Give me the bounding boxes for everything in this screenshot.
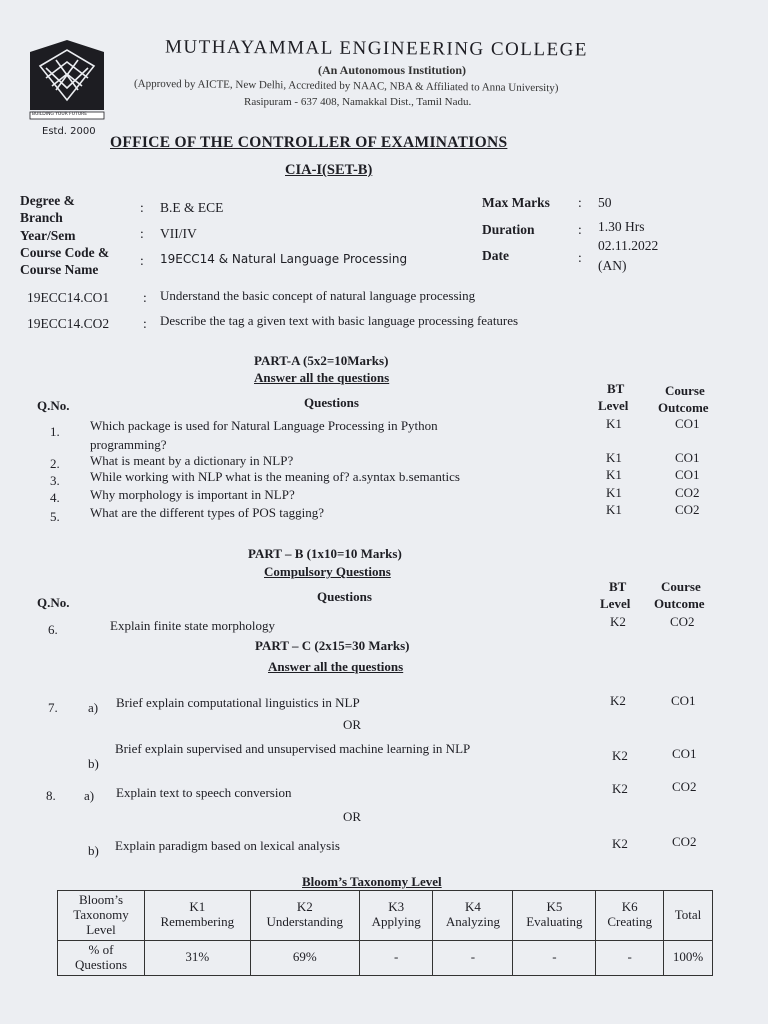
level-name: Remembering: [160, 914, 235, 930]
qA4-no: 4.: [50, 490, 60, 505]
partB-col-bt: BT: [609, 579, 627, 594]
pct-k5: -: [513, 940, 596, 975]
partB-col-questions: Questions: [317, 589, 372, 604]
level-name: Applying: [371, 914, 421, 930]
partC-instruction: Answer all the questions: [268, 659, 404, 674]
taxonomy-pct-row: [58, 940, 713, 975]
duration-label: Duration: [482, 222, 535, 237]
qA1-text: Which package is used for Natural Language Processing in Python: [90, 418, 438, 433]
partA-col-qno: Q.No.: [37, 398, 70, 413]
qC8-no: 8.: [46, 788, 56, 803]
degree-label: Degree &: [20, 193, 75, 208]
college-address: Rasipuram - 637 408, Namakkal Dist., Tamil Nadu.: [244, 96, 472, 108]
colon: :: [140, 253, 144, 268]
co2-code: 19ECC14.CO2: [27, 316, 110, 331]
qA1-bt: K1: [606, 416, 622, 431]
partC-title: PART – C (2x15=30 Marks): [255, 638, 410, 653]
qC8b-co: CO2: [672, 834, 697, 849]
partA-col-questions: Questions: [304, 395, 359, 410]
date-label: Date: [482, 248, 509, 263]
partA-title: PART-A (5x2=10Marks): [254, 353, 389, 368]
qA2-bt: K1: [606, 450, 622, 465]
co1-text: Understand the basic concept of natural language processing: [160, 288, 476, 303]
level-name: Evaluating: [526, 914, 583, 930]
qA3-bt: K1: [606, 467, 622, 482]
qC7b-bt: K2: [612, 748, 628, 763]
maxmarks-label: Max Marks: [482, 195, 550, 210]
partA-col-bt: BT: [607, 381, 625, 396]
level-k2: [250, 891, 359, 941]
pct-total: 100%: [664, 940, 713, 975]
qA5-text: What are the different types of POS tagging?: [90, 505, 325, 520]
qA4-text: Why morphology is important in NLP?: [90, 487, 295, 502]
level-code: K3: [388, 899, 405, 915]
level-code: K6: [621, 899, 638, 915]
maxmarks-value: 50: [598, 195, 612, 210]
partA-col-outcome: Outcome: [658, 400, 709, 415]
taxonomy-title: Bloom’s Taxonomy Level: [302, 874, 442, 889]
qB6-no: 6.: [48, 622, 58, 637]
college-name: MUTHAYAMMAL ENGINEERING COLLEGE: [164, 36, 589, 61]
qA1-co: CO1: [675, 416, 700, 431]
established-label: Estd. 2000: [42, 126, 96, 137]
colon: :: [578, 250, 582, 265]
pct-k3: -: [359, 940, 432, 975]
taxonomy-table: [57, 890, 713, 976]
qC7a-text: Brief explain computational linguistics in NLP: [116, 695, 360, 710]
partB-col-bt-level: Level: [600, 596, 631, 611]
degree-value: B.E & ECE: [160, 200, 224, 215]
qC7a-label: a): [88, 700, 99, 715]
qA2-no: 2.: [50, 456, 60, 471]
qB6-bt: K2: [610, 614, 626, 629]
qC8a-label: a): [84, 788, 95, 803]
qC7-no: 7.: [48, 700, 58, 715]
qA5-bt: K1: [606, 502, 622, 517]
partA-col-course: Course: [665, 383, 705, 398]
co2-text: Describe the tag a given text with basic language processing features: [160, 313, 519, 328]
yearsem-label: Year/Sem: [20, 228, 76, 243]
level-k6: [596, 891, 664, 941]
colon: :: [143, 290, 147, 305]
yearsem-value: VII/IV: [160, 226, 197, 241]
colon: :: [140, 200, 144, 215]
exam-title: CIA-I(SET-B): [285, 162, 373, 178]
pct-row-header: [58, 940, 145, 975]
qC8a-bt: K2: [612, 781, 628, 796]
branch-label: Branch: [20, 210, 63, 225]
qA1-text-cont: programming?: [90, 437, 167, 452]
qA2-co: CO1: [675, 450, 700, 465]
qA3-text: While working with NLP what is the meaning of? a.syntax b.semantics: [90, 469, 460, 484]
partB-instruction: Compulsory Questions: [264, 564, 391, 579]
qC8a-text: Explain text to speech conversion: [116, 785, 292, 800]
partB-col-qno: Q.No.: [37, 595, 70, 610]
level-code: K4: [464, 899, 481, 915]
level-k4: [433, 891, 513, 941]
level-k1: [145, 891, 251, 941]
qA3-no: 3.: [50, 473, 60, 488]
level-name: Analyzing: [445, 914, 500, 930]
co1-code: 19ECC14.CO1: [27, 290, 110, 305]
pct-k1: 31%: [145, 940, 251, 975]
colon: :: [140, 226, 144, 241]
taxonomy-header-row: [58, 891, 713, 941]
qC8a-co: CO2: [672, 779, 697, 794]
partA-col-bt-level: Level: [598, 398, 629, 413]
level-name: Understanding: [266, 914, 344, 930]
qA4-bt: K1: [606, 485, 622, 500]
colon: :: [578, 222, 582, 237]
qC7b-co: CO1: [672, 746, 697, 761]
qC8b-text: Explain paradigm based on lexical analysis: [115, 838, 340, 853]
pct-k6: -: [596, 940, 664, 975]
row-header-line: Level: [86, 921, 116, 937]
qA4-co: CO2: [675, 485, 700, 500]
level-code: K5: [546, 899, 563, 915]
qC7b-label: b): [88, 756, 99, 771]
colon: :: [143, 316, 147, 331]
total-header: Total: [664, 891, 713, 941]
qB6-co: CO2: [670, 614, 695, 629]
qA5-no: 5.: [50, 509, 60, 524]
date-value: 02.11.2022: [598, 238, 659, 253]
level-name: Creating: [607, 914, 653, 930]
college-logo: [28, 38, 106, 124]
coursename-label: Course Name: [20, 262, 99, 277]
level-code: K2: [296, 899, 313, 915]
college-tagline: (An Autonomous Institution): [318, 63, 467, 77]
college-approval: (Approved by AICTE, New Delhi, Accredited by NAAC, NBA & Affiliated to Anna University): [133, 77, 559, 95]
level-k3: [359, 891, 432, 941]
colon: :: [578, 195, 582, 210]
qC8b-label: b): [88, 843, 99, 858]
qC7a-co: CO1: [671, 693, 696, 708]
qA5-co: CO2: [675, 502, 700, 517]
or-label: OR: [343, 809, 362, 824]
partB-col-course: Course: [661, 579, 701, 594]
level-k5: [513, 891, 596, 941]
pct-k4: -: [433, 940, 513, 975]
row-header-line: Taxonomy: [73, 906, 129, 922]
pct-header-line: % of: [88, 941, 114, 957]
qA1-no: 1.: [50, 424, 60, 439]
or-label: OR: [343, 717, 362, 732]
taxonomy-row-header: [58, 891, 145, 941]
level-code: K1: [189, 899, 206, 915]
qB6-text: Explain finite state morphology: [110, 618, 275, 633]
coursecode-label: Course Code &: [20, 245, 110, 260]
qA2-text: What is meant by a dictionary in NLP?: [90, 453, 294, 468]
pct-header-line: Questions: [75, 956, 127, 972]
qC8b-bt: K2: [612, 836, 628, 851]
session-value: (AN): [598, 258, 627, 273]
logo-motto: BUILDING YOUR FUTURE: [32, 112, 88, 117]
partB-col-outcome: Outcome: [654, 596, 705, 611]
partB-title: PART – B (1x10=10 Marks): [248, 546, 402, 561]
qA3-co: CO1: [675, 467, 700, 482]
course-value: 19ECC14 & Natural Language Processing: [160, 252, 408, 266]
partA-instruction: Answer all the questions: [254, 370, 390, 385]
office-title: OFFICE OF THE CONTROLLER OF EXAMINATIONS: [110, 134, 508, 151]
pct-k2: 69%: [250, 940, 359, 975]
duration-value: 1.30 Hrs: [598, 219, 645, 234]
row-header-line: Bloom’s: [78, 892, 124, 907]
qC7a-bt: K2: [610, 693, 626, 708]
qC7b-text: Brief explain supervised and unsupervised machine learning in NLP: [115, 741, 471, 756]
